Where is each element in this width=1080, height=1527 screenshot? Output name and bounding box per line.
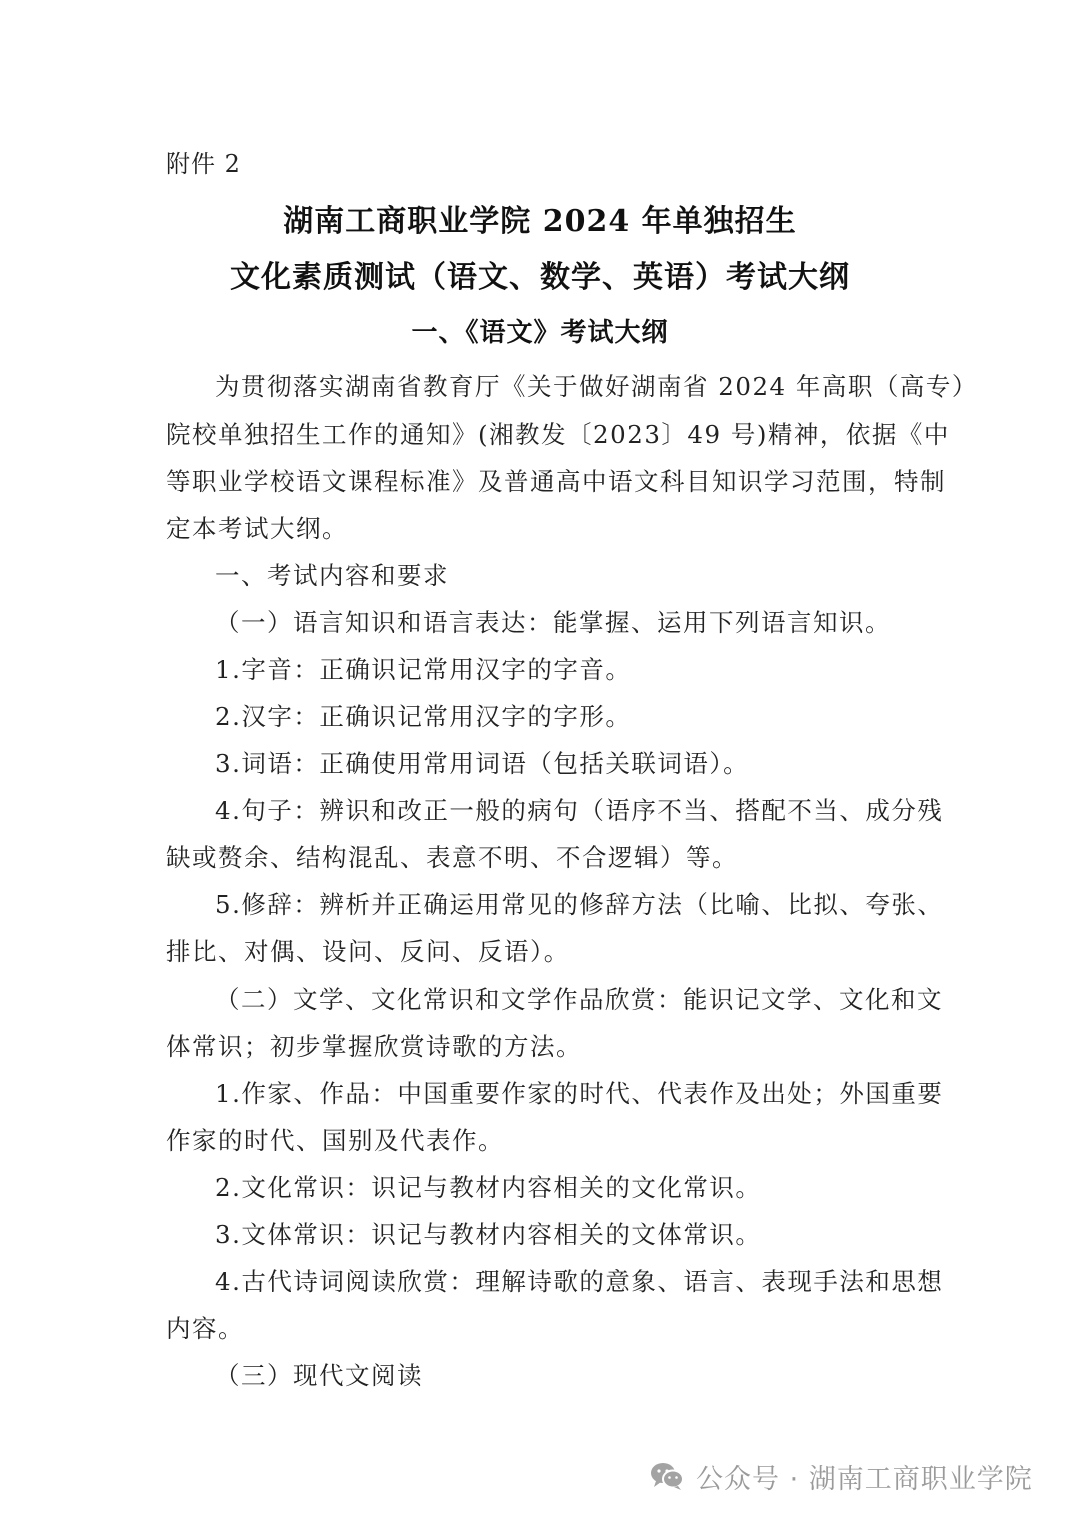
list-item: 3.文体常识：识记与教材内容相关的文体常识。 [215, 1220, 762, 1249]
list-item: 5.修辞：辨析并正确运用常见的修辞方法（比喻、比拟、夸张、 [215, 890, 944, 919]
list-item: 2.文化常识：识记与教材内容相关的文化常识。 [215, 1173, 762, 1202]
wechat-icon [650, 1461, 684, 1491]
intro-line: 等职业学校语文课程标准》及普通高中语文科目知识学习范围，特制 [166, 467, 946, 496]
sub2-heading: （二）文学、文化常识和文学作品欣赏：能识记文学、文化和文 [215, 985, 943, 1014]
section-heading: 一、《语文》考试大纲 [411, 318, 669, 348]
sub3-heading: （三）现代文阅读 [215, 1361, 423, 1390]
intro-line: 为贯彻落实湖南省教育厅《关于做好湖南省 2024 年高职（高专） [215, 372, 978, 401]
watermark-text: 公众号 · 湖南工商职业学院 [696, 1463, 1033, 1495]
list-item-continued: 作家的时代、国别及代表作。 [166, 1126, 504, 1155]
list-item: 1.作家、作品：中国重要作家的时代、代表作及出处；外国重要 [215, 1079, 944, 1108]
intro-line: 定本考试大纲。 [166, 514, 348, 543]
list-item: 2.汉字：正确识记常用汉字的字形。 [215, 702, 632, 731]
attachment-label: 附件 2 [166, 150, 241, 178]
sub1-heading: （一）语言知识和语言表达：能掌握、运用下列语言知识。 [215, 608, 891, 637]
list-item-continued: 内容。 [166, 1314, 244, 1343]
list-item-continued: 排比、对偶、设问、反问、反语）。 [166, 937, 570, 966]
list-item: 3.词语：正确使用常用词语（包括关联词语）。 [215, 749, 750, 778]
sub2-heading-continued: 体常识；初步掌握欣赏诗歌的方法。 [166, 1032, 582, 1061]
intro-line: 院校单独招生工作的通知》(湘教发〔2023〕49 号)精神，依据《中 [166, 420, 950, 449]
document-title-line2: 文化素质测试（语文、数学、英语）考试大纲 [230, 260, 850, 295]
list-item: 1.字音：正确识记常用汉字的字音。 [215, 655, 632, 684]
document-title-line1: 湖南工商职业学院 2024 年单独招生 [283, 204, 797, 239]
list-item-continued: 缺或赘余、结构混乱、表意不明、不合逻辑）等。 [166, 843, 738, 872]
watermark [650, 1456, 1033, 1496]
list-item: 4.句子：辨识和改正一般的病句（语序不当、搭配不当、成分残 [215, 796, 944, 825]
part1-heading: 一、考试内容和要求 [215, 561, 449, 590]
list-item: 4.古代诗词阅读欣赏：理解诗歌的意象、语言、表现手法和思想 [215, 1267, 944, 1296]
